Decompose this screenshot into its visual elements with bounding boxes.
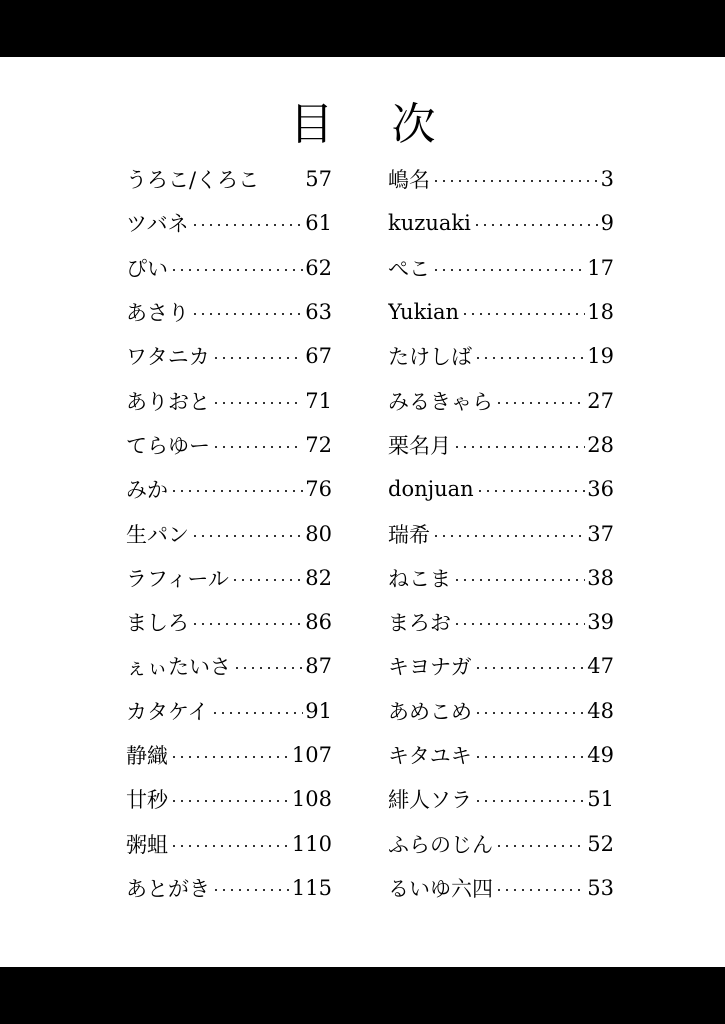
dot-leader: [473, 224, 599, 226]
toc-entry: [388, 423, 614, 467]
toc-entry: [388, 556, 614, 600]
toc-entry-page-number: 37: [587, 521, 614, 546]
toc-entry-name: 瑞希: [388, 522, 430, 547]
toc-entry-name: ツバネ: [126, 212, 189, 237]
toc-entry-page-number: 80: [305, 521, 332, 546]
toc-entry-name: 緋人ソラ: [388, 788, 472, 813]
toc-entry: [126, 201, 332, 245]
toc-entry-page-number: 3: [600, 167, 614, 192]
toc-entry-page-number: 87: [305, 654, 332, 679]
toc-entry-page-number: 115: [291, 875, 332, 900]
toc-entry-name: みるきゃら: [388, 389, 493, 414]
toc-entry-name: donjuan: [388, 477, 474, 502]
dot-leader: [474, 712, 585, 714]
toc-entry-name: ぺこ: [388, 256, 430, 281]
toc-entry-page-number: 27: [587, 388, 614, 413]
toc-entry: [126, 157, 332, 201]
toc-entry-name: てらゆー: [126, 433, 210, 458]
toc-entry-page-number: 91: [305, 698, 332, 723]
dot-leader: [191, 623, 303, 625]
dot-leader: [170, 269, 303, 271]
toc-entry-name: ぇぃたいさ: [126, 655, 231, 680]
dot-leader: [212, 357, 303, 359]
toc-entry-name: 廿秒: [126, 788, 168, 813]
toc-entry-page-number: 48: [587, 698, 614, 723]
toc-entry-page-number: 47: [587, 654, 614, 679]
toc-entry-name: るいゆ六四: [388, 876, 493, 901]
dot-leader: [261, 180, 303, 182]
toc-entry-page-number: 110: [291, 831, 332, 856]
toc-entry: [126, 511, 332, 555]
toc-entry-name: ワタニカ: [126, 345, 210, 370]
toc-entry-name: 静織: [126, 744, 168, 768]
dot-leader: [495, 402, 585, 404]
toc-entry-page-number: 52: [587, 831, 614, 856]
toc-entry-name: キヨナガ: [388, 655, 472, 680]
toc-entry: [388, 777, 614, 821]
toc-entry: [388, 866, 614, 910]
toc-entry-name: あさり: [126, 301, 189, 326]
toc-entry-name: Yukian: [388, 300, 460, 325]
toc-entry-name: 栗名月: [388, 433, 451, 458]
toc-entry-name: ねこま: [388, 566, 451, 591]
toc-entry-name: ありおと: [126, 389, 210, 414]
toc-entry: [126, 777, 332, 821]
dot-leader: [476, 490, 586, 492]
dot-leader: [170, 800, 290, 802]
toc-entry-name: ぴい: [126, 256, 168, 281]
toc-entry-name: キタユキ: [388, 744, 472, 768]
toc-entry: [388, 378, 614, 422]
dot-leader: [453, 579, 585, 581]
toc-entry: [126, 334, 332, 378]
dot-leader: [170, 756, 290, 758]
dot-leader: [474, 756, 585, 758]
toc-entry-name: まろお: [388, 611, 451, 636]
dot-leader: [170, 490, 303, 492]
toc-entry-page-number: 17: [587, 255, 614, 280]
toc-entry: [388, 733, 614, 777]
toc-entry: [126, 733, 332, 777]
toc-entry-page-number: 18: [587, 300, 614, 325]
dot-leader: [233, 667, 303, 669]
dot-leader: [432, 535, 585, 537]
toc-entry: [388, 689, 614, 733]
dot-leader: [231, 579, 303, 581]
toc-entry: [126, 467, 332, 511]
dot-leader: [453, 623, 585, 625]
toc-entry-page-number: 57: [305, 167, 332, 192]
toc-entry: [388, 511, 614, 555]
dot-leader: [212, 402, 303, 404]
dot-leader: [191, 224, 304, 226]
toc-left-column: [126, 157, 332, 910]
toc-entry-page-number: 53: [587, 875, 614, 900]
page-title: 目 次: [289, 99, 458, 150]
toc-entry: [126, 423, 332, 467]
toc-entry-page-number: 61: [305, 211, 332, 236]
dot-leader: [461, 313, 585, 315]
toc-entry: [126, 689, 332, 733]
dot-leader: [495, 845, 585, 847]
toc-entry-page-number: 51: [587, 787, 614, 812]
toc-entry-page-number: 107: [291, 743, 332, 767]
toc-entry: [126, 246, 332, 290]
toc-entry-page-number: 39: [587, 610, 614, 635]
toc-entry-name: たけしば: [388, 345, 472, 370]
dot-leader: [211, 712, 304, 714]
dot-leader: [453, 446, 585, 448]
toc-entry-page-number: 38: [587, 565, 614, 590]
dot-leader: [432, 180, 599, 182]
dot-leader: [212, 446, 303, 448]
toc-entry-name: みか: [126, 478, 168, 503]
toc-entry: [388, 644, 614, 688]
toc-entry-name: kuzuaki: [388, 211, 471, 236]
toc-entry: [388, 600, 614, 644]
dot-leader: [474, 357, 585, 359]
dot-leader: [495, 889, 585, 891]
toc-entry-page-number: 72: [305, 432, 332, 457]
toc-entry-name: 粥蛆: [126, 832, 168, 857]
toc-entry: [126, 600, 332, 644]
toc-entry: [388, 246, 614, 290]
dot-leader: [474, 800, 585, 802]
toc-entry: [388, 821, 614, 865]
dot-leader: [191, 535, 303, 537]
toc-entry-page-number: 19: [587, 344, 614, 369]
toc-entry: [388, 334, 614, 378]
toc-entry-name: ふらのじん: [388, 832, 493, 857]
toc-entry-page-number: 67: [305, 344, 332, 369]
toc-entry-name: カタケイ: [126, 699, 209, 724]
dot-leader: [474, 667, 586, 669]
dot-leader: [212, 889, 290, 891]
toc-entry-name: あとがき: [126, 876, 210, 901]
toc-entry: [388, 157, 614, 201]
toc-entry: [126, 866, 332, 910]
toc-entry: [388, 290, 614, 334]
dot-leader: [170, 845, 290, 847]
toc-entry: [126, 821, 332, 865]
toc-entry: [126, 556, 332, 600]
toc-entry-name: あめこめ: [388, 699, 472, 724]
toc-entry: [126, 378, 332, 422]
toc-entry-page-number: 82: [305, 565, 332, 590]
toc-entry-page-number: 28: [587, 432, 614, 457]
toc-entry-page-number: 86: [305, 610, 332, 635]
toc-entry-page-number: 108: [291, 787, 332, 812]
toc-entry-page-number: 62: [305, 255, 332, 280]
toc-entry-name: 生パン: [126, 522, 189, 547]
toc-entry: [388, 201, 614, 245]
toc-entry-page-number: 49: [587, 743, 614, 767]
toc-entry-page-number: 36: [587, 477, 614, 502]
toc-entry-name: ラフィール: [126, 566, 229, 591]
table-of-contents-page: [0, 57, 725, 967]
toc-entry-page-number: 9: [600, 211, 614, 236]
dot-leader: [191, 313, 303, 315]
toc-entry-name: 嶋名: [388, 168, 430, 193]
toc-entry-page-number: 71: [305, 388, 332, 413]
toc-entry: [126, 290, 332, 334]
toc-entry: [126, 644, 332, 688]
toc-entry-name: ましろ: [126, 611, 189, 636]
toc-right-column: [388, 157, 614, 910]
dot-leader: [432, 269, 585, 271]
toc-entry: [388, 467, 614, 511]
toc-entry-name: うろこ/くろこ: [126, 168, 260, 193]
toc-entry-page-number: 63: [305, 300, 332, 325]
toc-entry-page-number: 76: [305, 477, 332, 502]
